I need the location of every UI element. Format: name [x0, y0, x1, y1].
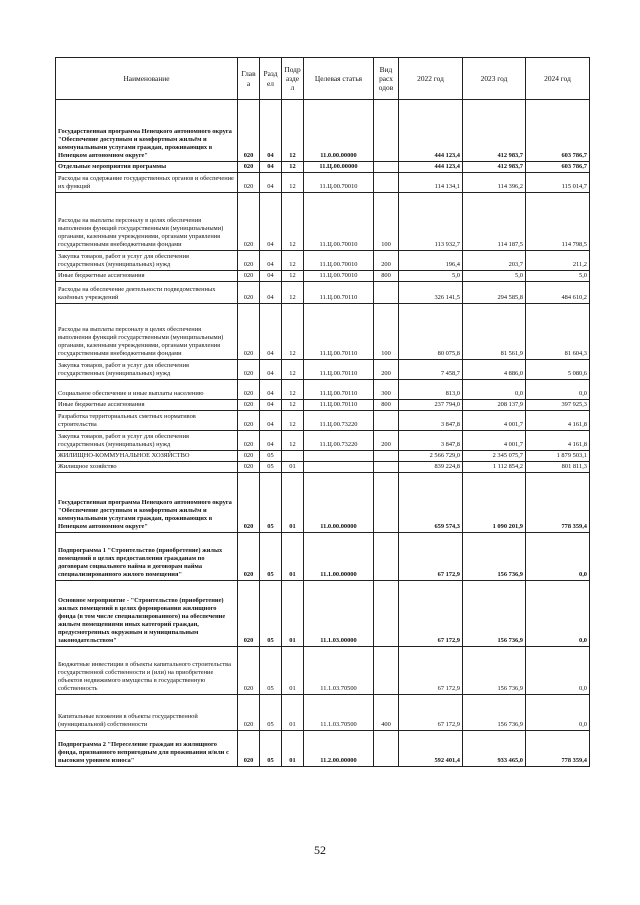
row-2023: 156 736,9: [463, 581, 526, 647]
row-name: Закупка товаров, работ и услуг для обеспечения государственных (муниципальных) нужд: [56, 251, 238, 271]
row-2024: 1 879 503,1: [526, 451, 590, 462]
row-name: Иные бюджетные ассигнования: [56, 271, 238, 282]
row-2022: 237 794,0: [399, 400, 463, 411]
row-name: Иные бюджетные ассигнования: [56, 400, 238, 411]
row-name: ЖИЛИЩНО-КОММУНАЛЬНОЕ ХОЗЯЙСТВО: [56, 451, 238, 462]
row-name: Расходы на выплаты персоналу в целях обеспечения выполнения функций государственными (муниципальными) органами, казенными учреждениями, органами управления государственными внебюджетными фондами: [56, 193, 238, 251]
row-podrazdel: 12: [282, 173, 304, 193]
row-statya: 11.1.03.70500: [304, 647, 374, 695]
row-2022: 444 123,4: [399, 100, 463, 162]
row-2024: 778 359,4: [526, 731, 590, 767]
row-2024: 603 786,7: [526, 100, 590, 162]
row-vid: 800: [374, 271, 399, 282]
row-2024: 4 161,8: [526, 411, 590, 431]
row-name: Подпрограмма 2 "Переселение граждан из жилищного фонда, признанного непригодным для проживания и/или с высоким уровнем износа": [56, 731, 238, 767]
row-vid: 100: [374, 304, 399, 360]
table-row: [56, 380, 590, 400]
row-2022: 813,0: [399, 380, 463, 400]
table-row: [56, 193, 590, 251]
header-vid: Вид расх одов: [374, 58, 399, 100]
row-2022: 113 932,7: [399, 193, 463, 251]
row-2023: 1 090 201,9: [463, 473, 526, 533]
row-2023: 412 983,7: [463, 162, 526, 173]
row-podrazdel: 12: [282, 431, 304, 451]
row-2022: 67 172,9: [399, 647, 463, 695]
row-glava: 020: [238, 271, 260, 282]
row-podrazdel: 12: [282, 411, 304, 431]
row-statya: 11.Ц.00.70110: [304, 304, 374, 360]
row-podrazdel: 12: [282, 380, 304, 400]
row-glava: 020: [238, 193, 260, 251]
row-2023: 5,0: [463, 271, 526, 282]
row-statya: 11.1.03.00000: [304, 581, 374, 647]
row-name: Расходы на содержание государственных органов и обеспечение их функций: [56, 173, 238, 193]
row-podrazdel: 01: [282, 533, 304, 581]
row-glava: 020: [238, 451, 260, 462]
row-glava: 020: [238, 400, 260, 411]
row-2024: 0,0: [526, 533, 590, 581]
row-vid: [374, 282, 399, 304]
table-row: [56, 251, 590, 271]
row-statya: 11.Ц.00.70110: [304, 360, 374, 380]
row-2022: 5,0: [399, 271, 463, 282]
row-razdel: 05: [260, 731, 282, 767]
row-statya: 11.Ц.00.70110: [304, 380, 374, 400]
row-razdel: 04: [260, 173, 282, 193]
row-razdel: 04: [260, 411, 282, 431]
row-glava: 020: [238, 304, 260, 360]
row-statya: 11.Ц.00.70110: [304, 282, 374, 304]
row-glava: 020: [238, 462, 260, 473]
table-row: [56, 581, 590, 647]
row-razdel: 04: [260, 271, 282, 282]
row-statya: 11.Ц.00.70010: [304, 193, 374, 251]
row-statya: 11.Ц.00.70010: [304, 271, 374, 282]
row-razdel: 04: [260, 162, 282, 173]
row-2022: 67 172,9: [399, 581, 463, 647]
row-2022: 3 847,8: [399, 431, 463, 451]
row-vid: [374, 731, 399, 767]
row-podrazdel: 01: [282, 581, 304, 647]
row-podrazdel: [282, 451, 304, 462]
row-vid: 200: [374, 431, 399, 451]
row-statya: [304, 451, 374, 462]
row-glava: 020: [238, 533, 260, 581]
row-statya: 11.0.00.00000: [304, 473, 374, 533]
row-name: Бюджетные инвестиции в объекты капитального строительства государственной собственности и (или) на приобретение объектов недвижимого имущества в государственную собственность: [56, 647, 238, 695]
row-statya: [304, 462, 374, 473]
row-2024: 0,0: [526, 380, 590, 400]
table-row: [56, 173, 590, 193]
row-name: Подпрограмма 1 "Строительство (приобретение) жилых помещений в целях предоставления гражданам по договорам социального найма и договорам найма специализированного жилого помещения": [56, 533, 238, 581]
row-razdel: 05: [260, 581, 282, 647]
table-row: [56, 411, 590, 431]
row-2024: 115 014,7: [526, 173, 590, 193]
table-row: [56, 462, 590, 473]
row-name: Отдельные мероприятия программы: [56, 162, 238, 173]
row-2022: 80 075,8: [399, 304, 463, 360]
row-name: Государственная программа Ненецкого автономного округа "Обеспечение доступным и комфортным жильём и коммунальными услугами граждан, проживающих в Ненецком автономном округе": [56, 100, 238, 162]
row-razdel: 04: [260, 251, 282, 271]
header-statya: Целевая статья: [304, 58, 374, 100]
row-glava: 020: [238, 100, 260, 162]
row-2024: 0,0: [526, 695, 590, 731]
row-podrazdel: 12: [282, 271, 304, 282]
row-statya: 11.Ц.00.73220: [304, 431, 374, 451]
row-2022: 67 172,9: [399, 695, 463, 731]
page-number: 52: [314, 843, 326, 857]
row-name: Расходы на выплаты персоналу в целях обеспечения выполнения функций государственными (муниципальными) органами, казенными учреждениями, органами управления государственными внебюджетными фондами: [56, 304, 238, 360]
row-vid: [374, 533, 399, 581]
row-glava: 020: [238, 581, 260, 647]
row-2022: 196,4: [399, 251, 463, 271]
row-2024: 0,0: [526, 581, 590, 647]
row-vid: 800: [374, 400, 399, 411]
row-podrazdel: 01: [282, 695, 304, 731]
table-row: [56, 271, 590, 282]
row-2024: 778 359,4: [526, 473, 590, 533]
row-2024: 0,0: [526, 647, 590, 695]
row-glava: 020: [238, 173, 260, 193]
row-razdel: 05: [260, 695, 282, 731]
row-2023: 1 112 854,2: [463, 462, 526, 473]
row-vid: [374, 100, 399, 162]
row-name: Разработка территориальных сметных нормативов строительства: [56, 411, 238, 431]
row-vid: 300: [374, 380, 399, 400]
row-glava: 020: [238, 695, 260, 731]
row-2024: 4 161,8: [526, 431, 590, 451]
budget-table: [55, 57, 590, 767]
row-glava: 020: [238, 251, 260, 271]
row-vid: [374, 451, 399, 462]
row-2022: 839 224,8: [399, 462, 463, 473]
row-razdel: 05: [260, 473, 282, 533]
row-glava: 020: [238, 282, 260, 304]
row-name: Капитальные вложения в объекты государственной (муниципальной) собственности: [56, 695, 238, 731]
row-glava: 020: [238, 360, 260, 380]
row-2023: 4 886,0: [463, 360, 526, 380]
row-razdel: 05: [260, 647, 282, 695]
row-podrazdel: 12: [282, 282, 304, 304]
row-podrazdel: 12: [282, 100, 304, 162]
row-statya: 11.Ц.00.70010: [304, 173, 374, 193]
header-2022: 2022 год: [399, 58, 463, 100]
table-row: [56, 647, 590, 695]
row-glava: 020: [238, 162, 260, 173]
row-2023: 114 396,2: [463, 173, 526, 193]
row-razdel: 04: [260, 360, 282, 380]
row-2022: 2 566 729,0: [399, 451, 463, 462]
row-razdel: 04: [260, 400, 282, 411]
row-2022: 67 172,9: [399, 533, 463, 581]
row-2023: 412 983,7: [463, 100, 526, 162]
row-2023: 4 001,7: [463, 411, 526, 431]
row-2022: 326 141,5: [399, 282, 463, 304]
row-podrazdel: 12: [282, 251, 304, 271]
row-2022: 7 458,7: [399, 360, 463, 380]
row-vid: [374, 647, 399, 695]
table-row: [56, 100, 590, 162]
row-2024: 211,2: [526, 251, 590, 271]
row-razdel: 04: [260, 380, 282, 400]
row-vid: [374, 462, 399, 473]
row-2023: 156 736,9: [463, 647, 526, 695]
row-vid: [374, 411, 399, 431]
table-row: [56, 162, 590, 173]
row-statya: 11.0.00.00000: [304, 100, 374, 162]
row-2023: 933 465,0: [463, 731, 526, 767]
row-2022: 592 401,4: [399, 731, 463, 767]
header-razdel: Разд ел: [260, 58, 282, 100]
row-vid: 200: [374, 360, 399, 380]
row-razdel: 04: [260, 193, 282, 251]
row-2023: 203,7: [463, 251, 526, 271]
row-statya: 11.Ц.00.00000: [304, 162, 374, 173]
row-statya: 11.Ц.00.73220: [304, 411, 374, 431]
row-2024: 114 798,5: [526, 193, 590, 251]
row-glava: 020: [238, 731, 260, 767]
row-glava: 020: [238, 411, 260, 431]
row-2023: 156 736,9: [463, 533, 526, 581]
row-glava: 020: [238, 647, 260, 695]
header-2024: 2024 год: [526, 58, 590, 100]
row-2024: 801 811,3: [526, 462, 590, 473]
row-statya: 11.1.03.70500: [304, 695, 374, 731]
row-razdel: 04: [260, 100, 282, 162]
row-2023: 0,0: [463, 380, 526, 400]
row-2024: 484 610,2: [526, 282, 590, 304]
row-podrazdel: 12: [282, 162, 304, 173]
row-razdel: 05: [260, 462, 282, 473]
table-row: [56, 695, 590, 731]
row-vid: 400: [374, 695, 399, 731]
row-razdel: 05: [260, 451, 282, 462]
row-name: Жилищное хозяйство: [56, 462, 238, 473]
row-2023: 294 585,8: [463, 282, 526, 304]
row-razdel: 05: [260, 533, 282, 581]
header-2023: 2023 год: [463, 58, 526, 100]
row-podrazdel: 01: [282, 647, 304, 695]
row-2023: 4 001,7: [463, 431, 526, 451]
table-row: [56, 451, 590, 462]
row-podrazdel: 01: [282, 473, 304, 533]
row-podrazdel: 01: [282, 731, 304, 767]
row-vid: [374, 581, 399, 647]
row-statya: 11.Ц.00.70010: [304, 251, 374, 271]
table-row: [56, 473, 590, 533]
row-2024: 81 604,3: [526, 304, 590, 360]
row-glava: 020: [238, 431, 260, 451]
row-podrazdel: 01: [282, 462, 304, 473]
row-name: Расходы на обеспечение деятельности подведомственных казённых учреждений: [56, 282, 238, 304]
row-2024: 397 925,3: [526, 400, 590, 411]
table-row: [56, 360, 590, 380]
row-razdel: 04: [260, 431, 282, 451]
row-statya: 11.Ц.00.70110: [304, 400, 374, 411]
row-statya: 11.1.00.00000: [304, 533, 374, 581]
row-name: Закупка товаров, работ и услуг для обеспечения государственных (муниципальных) нужд: [56, 431, 238, 451]
row-vid: [374, 473, 399, 533]
row-2022: 659 574,3: [399, 473, 463, 533]
row-2023: 81 561,9: [463, 304, 526, 360]
row-vid: [374, 173, 399, 193]
row-podrazdel: 12: [282, 400, 304, 411]
row-2023: 114 187,5: [463, 193, 526, 251]
table-row: [56, 282, 590, 304]
row-podrazdel: 12: [282, 193, 304, 251]
row-2022: 3 847,8: [399, 411, 463, 431]
row-razdel: 04: [260, 304, 282, 360]
table-row: [56, 304, 590, 360]
header-glava: Глав а: [238, 58, 260, 100]
row-2023: 2 345 075,7: [463, 451, 526, 462]
row-glava: 020: [238, 473, 260, 533]
row-2023: 156 736,9: [463, 695, 526, 731]
row-name: Закупка товаров, работ и услуг для обеспечения государственных (муниципальных) нужд: [56, 360, 238, 380]
row-2023: 208 137,9: [463, 400, 526, 411]
row-2022: 114 134,1: [399, 173, 463, 193]
row-vid: 100: [374, 193, 399, 251]
table-row: [56, 431, 590, 451]
row-vid: 200: [374, 251, 399, 271]
header-podrazdel: Подр азде л: [282, 58, 304, 100]
table-row: [56, 400, 590, 411]
row-2024: 5,0: [526, 271, 590, 282]
table-header-row: [56, 58, 590, 100]
row-razdel: 04: [260, 282, 282, 304]
row-podrazdel: 12: [282, 304, 304, 360]
row-name: Основное мероприятие - "Строительство (приобретение) жилых помещений в целях формирования жилищного фонда (в том числе специализированного) на обеспечение жильем помещениями иных категорий граждан, предусмотренных окружным и муниципальным законодательством": [56, 581, 238, 647]
row-vid: [374, 162, 399, 173]
row-name: Государственная программа Ненецкого автономного округа "Обеспечение доступным и комфортным жильём и коммунальными услугами граждан, проживающих в Ненецком автономном округе": [56, 473, 238, 533]
table-row: [56, 533, 590, 581]
header-name: Наименование: [56, 58, 238, 100]
row-glava: 020: [238, 380, 260, 400]
row-statya: 11.2.00.00000: [304, 731, 374, 767]
row-2022: 444 123,4: [399, 162, 463, 173]
row-podrazdel: 12: [282, 360, 304, 380]
row-name: Социальное обеспечение и иные выплаты населению: [56, 380, 238, 400]
row-2024: 603 786,7: [526, 162, 590, 173]
row-2024: 5 080,6: [526, 360, 590, 380]
table-row: [56, 731, 590, 767]
